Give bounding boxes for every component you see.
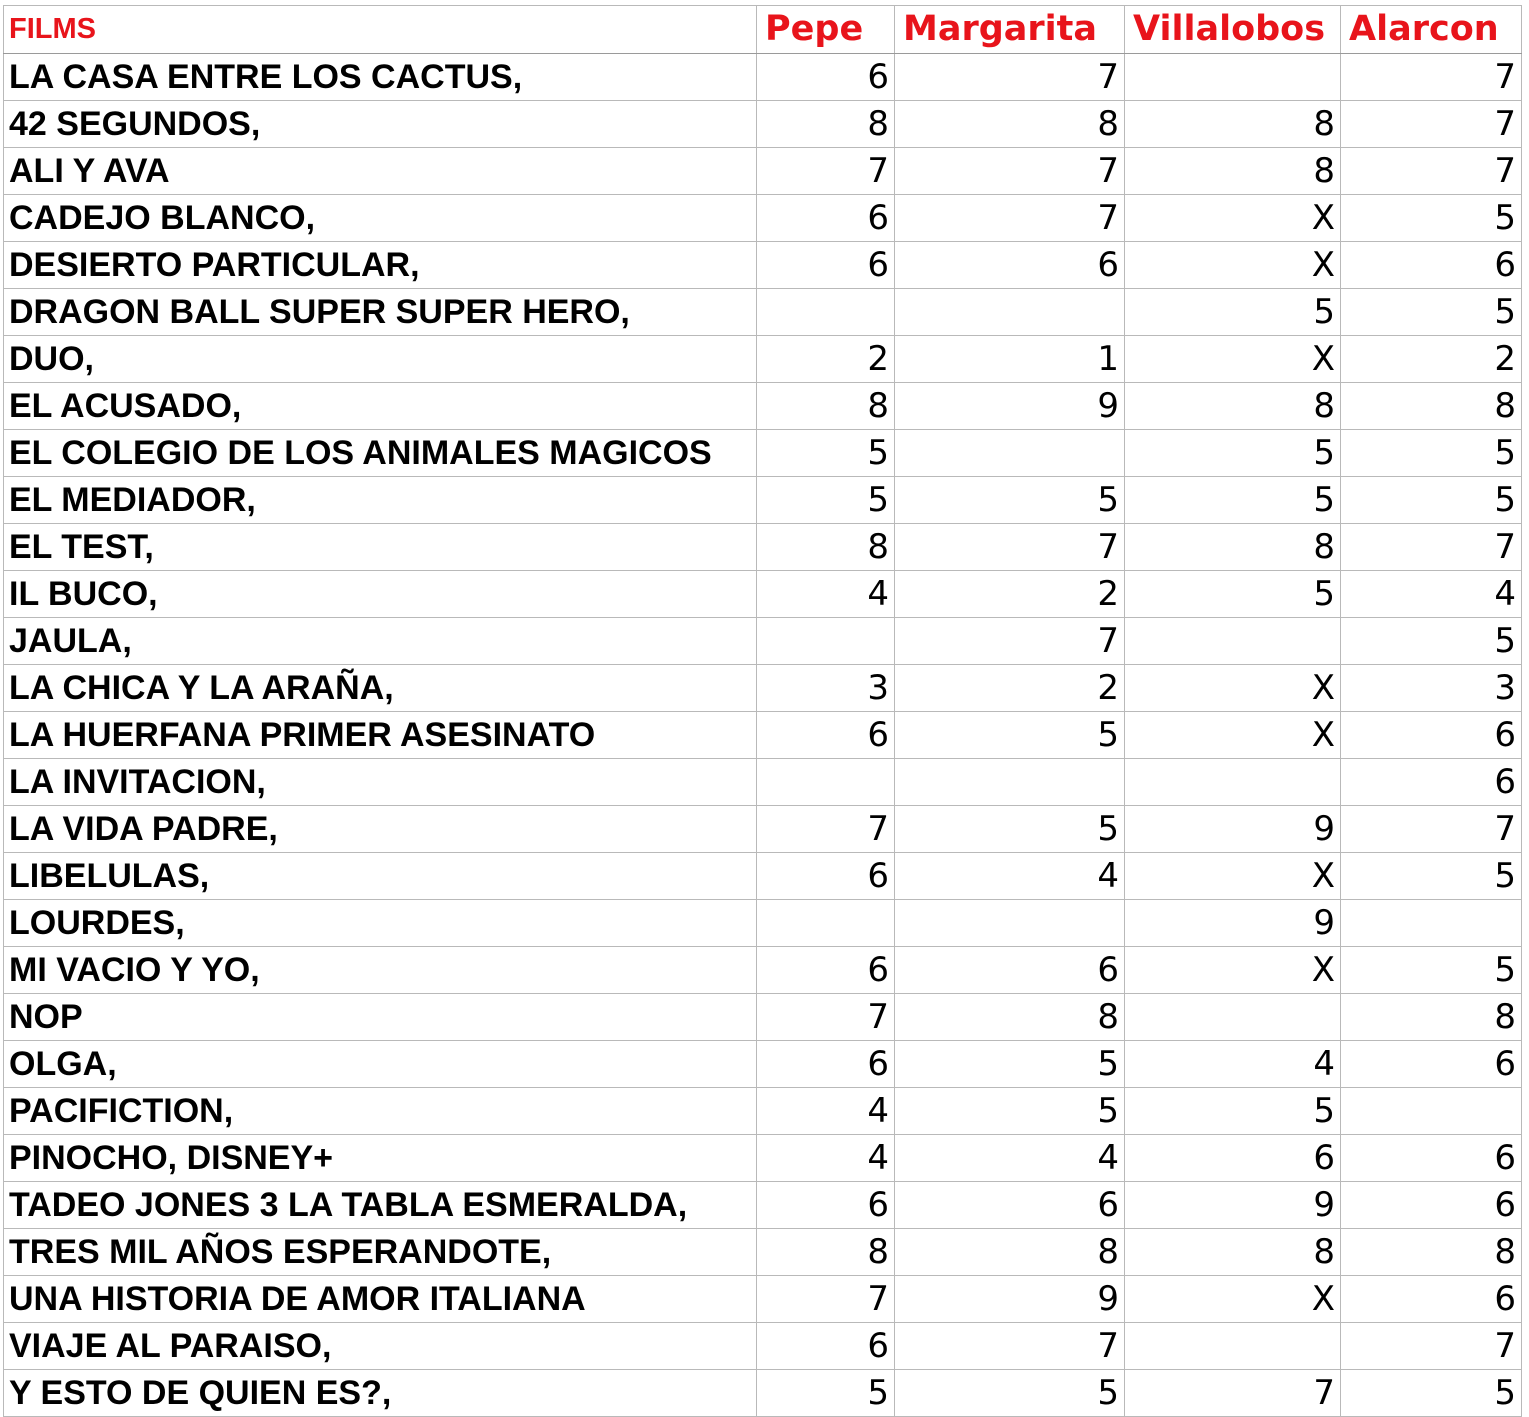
score-cell[interactable]: 5 <box>895 477 1125 524</box>
table-row <box>4 1041 1522 1088</box>
score-cell[interactable]: 5 <box>1341 430 1522 477</box>
score-cell[interactable] <box>1125 759 1341 806</box>
score-cell[interactable] <box>895 759 1125 806</box>
score-cell[interactable]: 8 <box>895 1229 1125 1276</box>
score-cell[interactable]: 7 <box>895 1323 1125 1370</box>
score-cell[interactable]: 6 <box>757 853 895 900</box>
score-cell[interactable] <box>1125 618 1341 665</box>
table-row <box>4 289 1522 336</box>
score-cell[interactable]: 6 <box>1341 1276 1522 1323</box>
score-cell[interactable]: X <box>1125 242 1341 289</box>
table-row <box>4 1229 1522 1276</box>
film-title-cell[interactable]: NOP <box>4 994 757 1041</box>
score-cell[interactable]: 6 <box>757 242 895 289</box>
table-row <box>4 336 1522 383</box>
score-cell[interactable]: 3 <box>1341 665 1522 712</box>
score-cell[interactable]: 4 <box>895 853 1125 900</box>
score-cell[interactable]: 8 <box>1125 1229 1341 1276</box>
score-cell[interactable]: 7 <box>1341 1323 1522 1370</box>
films-header-cell[interactable]: FILMS <box>4 6 757 54</box>
film-title-cell[interactable]: PACIFICTION, <box>4 1088 757 1135</box>
film-title-cell[interactable]: ALI Y AVA <box>4 148 757 195</box>
table-row <box>4 900 1522 947</box>
score-cell[interactable]: X <box>1125 853 1341 900</box>
judge-header-villalobos[interactable]: Villalobos <box>1125 6 1341 54</box>
score-cell[interactable]: 6 <box>1341 712 1522 759</box>
score-cell[interactable]: 5 <box>757 477 895 524</box>
score-cell[interactable]: 5 <box>895 1041 1125 1088</box>
score-cell[interactable]: 4 <box>757 1088 895 1135</box>
score-cell[interactable]: 6 <box>757 54 895 101</box>
score-cell[interactable]: 5 <box>1125 289 1341 336</box>
score-cell[interactable]: 7 <box>757 148 895 195</box>
score-cell[interactable]: 6 <box>1125 1135 1341 1182</box>
score-cell[interactable]: 8 <box>757 101 895 148</box>
table-row <box>4 242 1522 289</box>
score-cell[interactable]: 8 <box>1125 383 1341 430</box>
score-cell[interactable]: 7 <box>1341 806 1522 853</box>
film-title-cell[interactable]: LIBELULAS, <box>4 853 757 900</box>
score-cell[interactable]: 8 <box>1341 383 1522 430</box>
score-cell[interactable]: 5 <box>1125 571 1341 618</box>
score-cell[interactable]: 5 <box>1341 477 1522 524</box>
films-ratings-sheet <box>3 5 1522 1417</box>
score-cell[interactable]: 4 <box>757 1135 895 1182</box>
score-cell[interactable]: 4 <box>1125 1041 1341 1088</box>
score-cell[interactable] <box>757 289 895 336</box>
film-title-cell[interactable]: 42 SEGUNDOS, <box>4 101 757 148</box>
score-cell[interactable]: 6 <box>757 1041 895 1088</box>
table-row <box>4 1135 1522 1182</box>
score-cell[interactable]: 5 <box>1341 195 1522 242</box>
table-row <box>4 1182 1522 1229</box>
score-cell[interactable]: 8 <box>757 383 895 430</box>
table-row <box>4 477 1522 524</box>
score-cell[interactable]: 8 <box>757 1229 895 1276</box>
score-cell[interactable]: 5 <box>1341 618 1522 665</box>
score-cell[interactable]: 5 <box>1341 853 1522 900</box>
film-title-cell[interactable]: JAULA, <box>4 618 757 665</box>
score-cell[interactable]: 4 <box>895 1135 1125 1182</box>
film-title-cell[interactable]: UNA HISTORIA DE AMOR ITALIANA <box>4 1276 757 1323</box>
score-cell[interactable]: 2 <box>895 665 1125 712</box>
score-cell[interactable] <box>1341 900 1522 947</box>
film-title-cell[interactable]: EL TEST, <box>4 524 757 571</box>
score-cell[interactable]: 8 <box>895 994 1125 1041</box>
table-row <box>4 853 1522 900</box>
score-cell[interactable]: 7 <box>895 54 1125 101</box>
score-cell[interactable] <box>757 900 895 947</box>
score-cell[interactable]: 9 <box>1125 1182 1341 1229</box>
table-row <box>4 1370 1522 1417</box>
judge-header-margarita[interactable]: Margarita <box>895 6 1125 54</box>
score-cell[interactable]: 5 <box>895 1370 1125 1417</box>
score-cell[interactable]: X <box>1125 336 1341 383</box>
score-cell[interactable]: 3 <box>757 665 895 712</box>
score-cell[interactable]: 5 <box>1125 430 1341 477</box>
score-cell[interactable]: 8 <box>1341 994 1522 1041</box>
score-cell[interactable]: X <box>1125 195 1341 242</box>
film-title-cell[interactable]: VIAJE AL PARAISO, <box>4 1323 757 1370</box>
table-row <box>4 383 1522 430</box>
score-cell[interactable]: 4 <box>757 571 895 618</box>
film-title-cell[interactable]: DUO, <box>4 336 757 383</box>
film-title-cell[interactable]: LA VIDA PADRE, <box>4 806 757 853</box>
score-cell[interactable]: 6 <box>1341 242 1522 289</box>
score-cell[interactable]: 7 <box>757 806 895 853</box>
score-cell[interactable]: 5 <box>1341 289 1522 336</box>
judge-header-alarcon[interactable]: Alarcon <box>1341 6 1522 54</box>
score-cell[interactable]: 5 <box>1125 477 1341 524</box>
score-cell[interactable]: 7 <box>895 618 1125 665</box>
score-cell[interactable]: 6 <box>1341 1135 1522 1182</box>
score-cell[interactable]: X <box>1125 712 1341 759</box>
score-cell[interactable]: 7 <box>895 524 1125 571</box>
score-cell[interactable]: 6 <box>757 1323 895 1370</box>
score-cell[interactable]: 6 <box>1341 759 1522 806</box>
score-cell[interactable]: 8 <box>1125 524 1341 571</box>
film-title-cell[interactable]: TADEO JONES 3 LA TABLA ESMERALDA, <box>4 1182 757 1229</box>
table-row <box>4 54 1522 101</box>
score-cell[interactable]: 1 <box>895 336 1125 383</box>
table-row <box>4 1276 1522 1323</box>
score-cell[interactable]: 2 <box>895 571 1125 618</box>
table-row <box>4 101 1522 148</box>
film-title-cell[interactable]: EL ACUSADO, <box>4 383 757 430</box>
score-cell[interactable]: X <box>1125 665 1341 712</box>
film-title-cell[interactable]: LA CHICA Y LA ARAÑA, <box>4 665 757 712</box>
score-cell[interactable]: 7 <box>757 994 895 1041</box>
score-cell[interactable]: 6 <box>757 195 895 242</box>
score-cell[interactable]: 5 <box>895 712 1125 759</box>
score-cell[interactable]: 5 <box>895 806 1125 853</box>
film-title-cell[interactable]: TRES MIL AÑOS ESPERANDOTE, <box>4 1229 757 1276</box>
score-cell[interactable] <box>895 289 1125 336</box>
table-row <box>4 665 1522 712</box>
film-title-cell[interactable]: PINOCHO, DISNEY+ <box>4 1135 757 1182</box>
judge-header-pepe[interactable]: Pepe <box>757 6 895 54</box>
film-title-cell[interactable]: LOURDES, <box>4 900 757 947</box>
table-row <box>4 1323 1522 1370</box>
table-row <box>4 712 1522 759</box>
score-cell[interactable]: 5 <box>757 1370 895 1417</box>
score-cell[interactable]: 6 <box>895 1182 1125 1229</box>
table-row <box>4 994 1522 1041</box>
score-cell[interactable]: 9 <box>895 1276 1125 1323</box>
table-row <box>4 947 1522 994</box>
score-cell[interactable]: 5 <box>1341 947 1522 994</box>
score-cell[interactable] <box>895 900 1125 947</box>
table-row <box>4 195 1522 242</box>
score-cell[interactable]: 6 <box>895 242 1125 289</box>
table-row <box>4 430 1522 477</box>
table-row <box>4 148 1522 195</box>
score-cell[interactable] <box>1125 54 1341 101</box>
film-title-cell[interactable]: LA CASA ENTRE LOS CACTUS, <box>4 54 757 101</box>
score-cell[interactable]: 9 <box>895 383 1125 430</box>
score-cell[interactable]: 8 <box>1125 101 1341 148</box>
film-title-cell[interactable]: EL MEDIADOR, <box>4 477 757 524</box>
score-cell[interactable]: 6 <box>895 947 1125 994</box>
score-cell[interactable]: 9 <box>1125 806 1341 853</box>
score-cell[interactable]: 7 <box>757 1276 895 1323</box>
score-cell[interactable]: 5 <box>1125 1088 1341 1135</box>
score-cell[interactable]: 4 <box>1341 571 1522 618</box>
film-title-cell[interactable]: DESIERTO PARTICULAR, <box>4 242 757 289</box>
score-cell[interactable]: 6 <box>757 712 895 759</box>
score-cell[interactable]: 8 <box>757 524 895 571</box>
score-cell[interactable]: X <box>1125 947 1341 994</box>
score-cell[interactable]: 9 <box>1125 900 1341 947</box>
score-cell[interactable]: 6 <box>1341 1182 1522 1229</box>
score-cell[interactable]: 7 <box>1341 101 1522 148</box>
score-cell[interactable]: 5 <box>895 1088 1125 1135</box>
film-title-cell[interactable]: LA HUERFANA PRIMER ASESINATO <box>4 712 757 759</box>
score-cell[interactable]: 6 <box>757 947 895 994</box>
film-title-cell[interactable]: LA INVITACION, <box>4 759 757 806</box>
score-cell[interactable]: 6 <box>757 1182 895 1229</box>
score-cell[interactable]: 7 <box>1125 1370 1341 1417</box>
film-title-cell[interactable]: IL BUCO, <box>4 571 757 618</box>
score-cell[interactable]: 7 <box>1341 148 1522 195</box>
score-cell[interactable]: 8 <box>1125 148 1341 195</box>
score-cell[interactable]: 7 <box>895 195 1125 242</box>
film-title-cell[interactable]: OLGA, <box>4 1041 757 1088</box>
score-cell[interactable]: 6 <box>1341 1041 1522 1088</box>
film-title-cell[interactable]: EL COLEGIO DE LOS ANIMALES MAGICOS <box>4 430 757 477</box>
score-cell[interactable]: 5 <box>757 430 895 477</box>
table-row <box>4 1088 1522 1135</box>
table-row <box>4 571 1522 618</box>
score-cell[interactable] <box>895 430 1125 477</box>
score-cell[interactable] <box>1341 1088 1522 1135</box>
table-row <box>4 806 1522 853</box>
score-cell[interactable] <box>757 618 895 665</box>
score-cell[interactable]: 2 <box>757 336 895 383</box>
film-title-cell[interactable]: MI VACIO Y YO, <box>4 947 757 994</box>
score-cell[interactable] <box>1125 994 1341 1041</box>
score-cell[interactable]: 2 <box>1341 336 1522 383</box>
score-cell[interactable]: 7 <box>1341 54 1522 101</box>
score-cell[interactable]: 8 <box>1341 1229 1522 1276</box>
score-cell[interactable]: X <box>1125 1276 1341 1323</box>
table-row <box>4 759 1522 806</box>
score-cell[interactable] <box>757 759 895 806</box>
score-cell[interactable]: 7 <box>1341 524 1522 571</box>
film-title-cell[interactable]: DRAGON BALL SUPER SUPER HERO, <box>4 289 757 336</box>
score-cell[interactable]: 8 <box>895 101 1125 148</box>
header-row <box>4 6 1522 54</box>
film-title-cell[interactable]: CADEJO BLANCO, <box>4 195 757 242</box>
score-cell[interactable] <box>1125 1323 1341 1370</box>
table-row <box>4 524 1522 571</box>
table-row <box>4 618 1522 665</box>
score-cell[interactable]: 5 <box>1341 1370 1522 1417</box>
film-title-cell[interactable]: Y ESTO DE QUIEN ES?, <box>4 1370 757 1417</box>
score-cell[interactable]: 7 <box>895 148 1125 195</box>
